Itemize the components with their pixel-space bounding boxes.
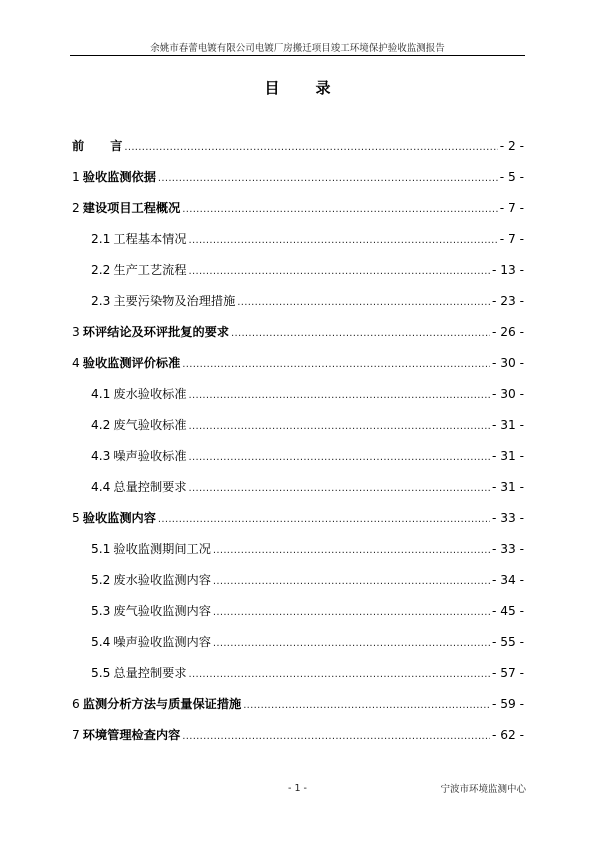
toc-entry-number: 2 [72, 201, 80, 215]
toc-entry-page: - 7 - [499, 201, 524, 215]
toc-leader-dots [189, 483, 490, 494]
toc-leader-dots [213, 638, 490, 649]
toc-entry-title: 验收监测评价标准 [82, 356, 181, 370]
toc-entry-title: 废水验收标准 [113, 387, 187, 401]
toc-leader-dots [231, 328, 490, 339]
toc-entry-5[interactable] [72, 509, 524, 540]
toc-entry-title: 验收监测内容 [82, 511, 156, 525]
toc-leader-dots [213, 607, 490, 618]
footer-page-number: - 1 - [288, 783, 307, 794]
title-char-1: 目 [264, 79, 280, 97]
toc-entry-page: - 13 - [491, 263, 524, 277]
toc-entry-6[interactable] [72, 695, 524, 726]
toc-entry-3[interactable] [72, 323, 524, 354]
toc-entry-number: 5 [72, 511, 80, 525]
toc-entry-page: - 31 - [491, 449, 524, 463]
toc-entry-page: - 26 - [491, 325, 524, 339]
toc-entry-number: 4 [72, 356, 80, 370]
toc-leader-dots [182, 204, 497, 215]
toc-entry-title: 总量控制要求 [113, 480, 187, 494]
toc-entry-2-1[interactable] [72, 230, 524, 261]
toc-entry-page: - 62 - [491, 728, 524, 742]
toc-entry-page: - 55 - [491, 635, 524, 649]
toc-entry-2-3[interactable] [72, 292, 524, 323]
toc-entry-number: 1 [72, 170, 80, 184]
table-of-contents [72, 137, 524, 757]
toc-entry-page: - 30 - [491, 387, 524, 401]
toc-entry-preface[interactable] [72, 137, 524, 168]
toc-entry-title: 总量控制要求 [113, 666, 187, 680]
toc-entry-number: 4.1 [91, 387, 111, 401]
toc-leader-dots [189, 390, 490, 401]
toc-leader-dots [189, 266, 490, 277]
toc-entry-2[interactable] [72, 199, 524, 230]
toc-entry-title: 验收监测依据 [82, 170, 156, 184]
toc-entry-number: 5.2 [91, 573, 111, 587]
toc-entry-page: - 30 - [491, 356, 524, 370]
toc-entry-1[interactable] [72, 168, 524, 199]
toc-entry-4-3[interactable] [72, 447, 524, 478]
toc-leader-dots [237, 297, 490, 308]
toc-entry-number: 2.2 [91, 263, 111, 277]
toc-entry-title: 环评结论及环评批复的要求 [82, 325, 230, 339]
toc-entry-page: - 23 - [491, 294, 524, 308]
toc-entry-title: 噪声验收监测内容 [113, 635, 211, 649]
toc-entry-number: 4.4 [91, 480, 111, 494]
running-header: 余姚市春蕾电镀有限公司电镀厂房搬迁项目竣工环境保护验收监测报告 [150, 43, 445, 54]
toc-entry-title: 工程基本情况 [113, 232, 187, 246]
toc-entry-page: - 5 - [499, 170, 524, 184]
toc-entry-7[interactable] [72, 726, 524, 757]
toc-entry-number: 2.1 [91, 232, 111, 246]
toc-entry-5-2[interactable] [72, 571, 524, 602]
toc-entry-4[interactable] [72, 354, 524, 385]
toc-leader-dots [213, 576, 490, 587]
toc-entry-title: 验收监测期间工况 [113, 542, 211, 556]
toc-entry-number: 5.4 [91, 635, 111, 649]
toc-entry-4-2[interactable] [72, 416, 524, 447]
toc-entry-number: 6 [72, 697, 80, 711]
toc-entry-title: 主要污染物及治理措施 [113, 294, 236, 308]
toc-entry-title: 噪声验收标准 [113, 449, 187, 463]
page-title [0, 77, 595, 98]
toc-entry-number: 2.3 [91, 294, 111, 308]
toc-entry-page: - 59 - [491, 697, 524, 711]
toc-entry-4-4[interactable] [72, 478, 524, 509]
toc-entry-number: 4.3 [91, 449, 111, 463]
toc-leader-dots [189, 235, 498, 246]
toc-entry-number: 7 [72, 728, 80, 742]
toc-entry-title: 监测分析方法与质量保证措施 [82, 697, 242, 711]
toc-entry-5-3[interactable] [72, 602, 524, 633]
title-char-2: 录 [315, 79, 331, 97]
toc-entry-number: 5.5 [91, 666, 111, 680]
toc-leader-dots [243, 700, 490, 711]
toc-leader-dots [124, 142, 497, 153]
toc-entry-number: 5.1 [91, 542, 111, 556]
toc-entry-number: 3 [72, 325, 80, 339]
toc-entry-title: 废气验收标准 [113, 418, 187, 432]
toc-entry-title: 前 言 [72, 139, 123, 153]
toc-leader-dots [182, 359, 490, 370]
toc-entry-title: 废水验收监测内容 [113, 573, 211, 587]
toc-leader-dots [182, 731, 490, 742]
toc-entry-2-2[interactable] [72, 261, 524, 292]
toc-entry-5-4[interactable] [72, 633, 524, 664]
toc-leader-dots [213, 545, 490, 556]
toc-entry-page: - 45 - [491, 604, 524, 618]
toc-entry-title: 建设项目工程概况 [82, 201, 181, 215]
toc-entry-4-1[interactable] [72, 385, 524, 416]
toc-entry-number: 4.2 [91, 418, 111, 432]
toc-entry-5-5[interactable] [72, 664, 524, 695]
toc-leader-dots [189, 452, 490, 463]
toc-entry-page: - 31 - [491, 480, 524, 494]
footer-organization: 宁波市环境监测中心 [440, 784, 526, 795]
toc-entry-page: - 34 - [491, 573, 524, 587]
header-rule [70, 55, 525, 56]
toc-leader-dots [189, 421, 490, 432]
toc-entry-number: 5.3 [91, 604, 111, 618]
toc-leader-dots [158, 514, 490, 525]
toc-entry-page: - 7 - [499, 232, 524, 246]
toc-entry-title: 废气验收监测内容 [113, 604, 211, 618]
toc-entry-5-1[interactable] [72, 540, 524, 571]
toc-entry-page: - 2 - [499, 139, 524, 153]
toc-entry-title: 生产工艺流程 [113, 263, 187, 277]
toc-leader-dots [158, 173, 498, 184]
toc-entry-page: - 31 - [491, 418, 524, 432]
toc-leader-dots [189, 669, 490, 680]
toc-entry-page: - 33 - [491, 511, 524, 525]
toc-entry-page: - 57 - [491, 666, 524, 680]
toc-entry-page: - 33 - [491, 542, 524, 556]
toc-entry-title: 环境管理检查内容 [82, 728, 181, 742]
